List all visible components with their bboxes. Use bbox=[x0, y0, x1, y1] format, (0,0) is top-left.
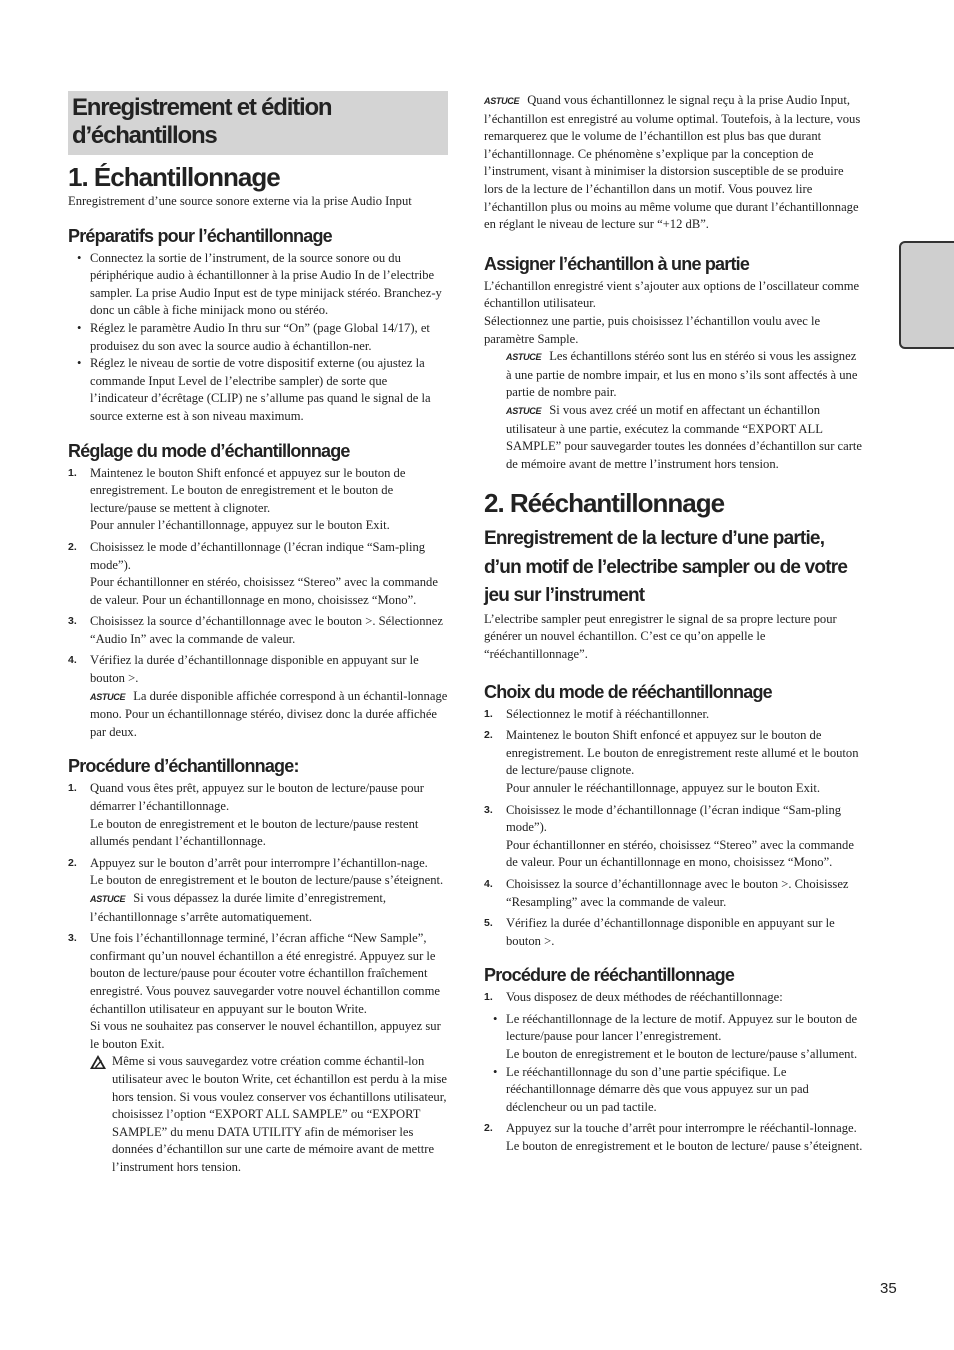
list-item: • Le rééchantillonnage du son d’une partie spécifique. Le rééchantillonnage démarre dès que vous appuyez sur un pad déclencheur ou un pad tactile. bbox=[484, 1064, 864, 1117]
side-tab bbox=[899, 241, 954, 349]
list-item bbox=[68, 613, 448, 648]
section-1-title: 1. Échantillonnage bbox=[68, 162, 280, 192]
step-extra: Pour échantillonner en stéréo, choisissez “Stereo” avec la commande de valeur. Pour un échantillonnage en mono, choisissez “Mono”. bbox=[90, 575, 438, 607]
step-text: Appuyez sur la touche d’arrêt pour interrompre le rééchantil-lonnage. Le bouton de enregistrement et le bouton de lecture/ pause s’éteignent. bbox=[506, 1121, 863, 1154]
step-text: Vérifiez la durée d’échantillonnage disponible en appuyant sur le bouton >. bbox=[506, 916, 835, 948]
astuce-label: ASTUCE bbox=[90, 894, 126, 904]
list-item bbox=[484, 1120, 864, 1155]
astuce-label: ASTUCE bbox=[90, 691, 126, 702]
prep-list bbox=[68, 250, 448, 426]
resample-procedure-steps-2 bbox=[484, 1120, 864, 1155]
step-extra: Pour échantillonner en stéréo, choisissez “Stereo” avec la commande de valeur. Pour un échantillonnage en mono, choisissez “Mono”. bbox=[506, 837, 854, 870]
list-item bbox=[484, 989, 864, 1007]
step-number: 1. bbox=[484, 707, 493, 720]
list-item bbox=[484, 876, 864, 911]
assign-heading: Assigner l’échantillon à une partie bbox=[484, 253, 750, 274]
mode-section bbox=[68, 437, 448, 742]
section-banner: Enregistrement et édition d’échantillons bbox=[68, 91, 448, 155]
list-item: • Connectez la sortie de l’instrument, de la source sonore ou du périphérique audio à échantillonner à la prise Audio In de l’electribe sampler. La prise Audio Input est de type minijack stéréo. Branchez-y donc un câble à fiche minijack mono ou stéréo. bbox=[68, 250, 448, 320]
warning-note bbox=[90, 1053, 448, 1176]
step-text: Choisissez la source d’échantillonnage avec le bouton >. Sélectionnez “Audio In” avec la commande de valeur. bbox=[90, 614, 443, 646]
procedure-section bbox=[68, 752, 448, 1176]
resample-procedure-steps bbox=[484, 989, 864, 1007]
list-item bbox=[68, 539, 448, 609]
resample-procedure-heading: Procédure de rééchantillonnage bbox=[484, 965, 735, 986]
list-item: • Réglez le niveau de sortie de votre dispositif externe (ou ajustez la commande Input Level de l’electribe sampler) de sorte que l’indicateur d’écrêtage (CLIP) ne s’allume pas quand le signal de la source externe est à son niveau maximum. bbox=[68, 355, 448, 425]
step-number: 5. bbox=[484, 917, 493, 930]
list-item bbox=[68, 652, 448, 741]
section-2-title: 2. Rééchantillonnage bbox=[484, 488, 725, 519]
astuce-text: Si vous avez créé un motif en affectant un échantillon utilisateur à une partie, exécutez la commande “EXPORT ALL SAMPLE” pour sauvegarder toutes les données d’échantillon sur carte de mémoire avant de mettre l’instrument hors tension. bbox=[506, 402, 863, 471]
astuce-note bbox=[90, 688, 448, 742]
step-number: 1. bbox=[68, 782, 77, 795]
list-item bbox=[484, 1011, 864, 1064]
step-number: 2. bbox=[68, 540, 77, 553]
warning-text: Même si vous sauvegardez votre création comme échantil-lon utilisateur avec le bouton Write, cet échantillon est perdu à la mise hors tension. Si vous voulez conserver vos échantillons utilisateur, choisissez l’option “EXPORT ALL SAMPLE” ou “EXPORT SAMPLE” du menu DATA UTILITY afin de mémoriser les données d’échantillon sur une carte de mémoire avant de mettre l’instrument hors tension. bbox=[112, 1054, 447, 1174]
step-text: Vérifiez la durée d’échantillonnage disponible en appuyant sur le bouton >. bbox=[90, 653, 419, 686]
left-column bbox=[68, 88, 448, 1181]
warning-icon bbox=[90, 1055, 106, 1069]
procedure-steps bbox=[68, 780, 448, 1176]
step-extra: Le bouton de enregistrement et le bouton de lecture/pause s’éteignent. bbox=[90, 873, 444, 888]
astuce-text: Si vous dépassez la durée limite d’enregistrement, l’échantillonnage s’arrête automatiquement. bbox=[90, 891, 387, 924]
step-extra: Pour annuler le rééchantillonnage, appuyez sur le bouton Exit. bbox=[506, 780, 821, 795]
astuce-label: ASTUCE bbox=[484, 96, 520, 106]
step-number: 3. bbox=[68, 615, 77, 628]
assign-p2: Sélectionnez une partie, puis choisissez l’échantillon voulu avec le paramètre Sample. bbox=[484, 313, 821, 346]
astuce-label: ASTUCE bbox=[506, 405, 542, 416]
step-text: Sélectionnez le motif à rééchantillonner. bbox=[506, 706, 710, 721]
assign-section bbox=[484, 250, 864, 474]
astuce-label: ASTUCE bbox=[506, 352, 542, 363]
prep-heading: Préparatifs pour l’échantillonnage bbox=[68, 225, 332, 246]
procedure-heading: Procédure d’échantillonnage: bbox=[68, 756, 299, 777]
right-column bbox=[484, 88, 864, 1160]
astuce-note bbox=[484, 402, 864, 473]
method-text: Le rééchantillonnage de la lecture de motif. Appuyez sur le bouton de lecture/pause pour lancer l’enregistrement. bbox=[506, 1011, 858, 1044]
step-number: 2. bbox=[484, 729, 493, 742]
step-text: Choisissez le mode d’échantillonnage (l’écran indique “Sam-pling mode”). bbox=[90, 539, 426, 572]
step-text: Maintenez le bouton Shift enfoncé et appuyez sur le bouton de enregistrement. Le bouton de enregistrement et le bouton de lecture/pause se mettent à clignoter. bbox=[90, 465, 406, 515]
step-number: 4. bbox=[484, 877, 493, 890]
list-item bbox=[484, 706, 864, 724]
step-extra: Pour annuler l’échantillonnage, appuyez sur le bouton Exit. bbox=[90, 518, 390, 533]
resample-mode-heading: Choix du mode de rééchantillonnage bbox=[484, 681, 772, 702]
method-extra: Le bouton de enregistrement et le bouton de lecture/pause s’allument. bbox=[506, 1047, 858, 1062]
list-item: • Réglez le paramètre Audio In thru sur “On” (page Global 14/17), et produisez du son avec la source audio à échantillon-ner. bbox=[68, 320, 448, 355]
list-item bbox=[68, 780, 448, 850]
astuce-text: La durée disponible affichée correspond à un échantil-lonnage mono. Pour un échantillonnage stéréo, divisez donc la durée affichée par deux. bbox=[90, 688, 448, 739]
step-number: 1. bbox=[68, 466, 77, 479]
resample-mode-steps bbox=[484, 706, 864, 951]
step-text: Maintenez le bouton Shift enfoncé et appuyez sur le bouton de enregistrement. Le bouton de enregistrement reste allumé et le bouton de lecture/pause clignote. bbox=[506, 728, 859, 778]
step-extra: Le bouton de enregistrement et le bouton de lecture/pause restent allumés pendant l’échantillonnage. bbox=[90, 816, 419, 849]
list-item bbox=[484, 915, 864, 950]
section-2-subtitle: Enregistrement de la lecture d’une partie, d’un motif de l’electribe sampler ou de votre jeu sur l’instrument bbox=[484, 528, 848, 607]
step-text: Choisissez la source d’échantillonnage avec le bouton >. Choisissez “Resampling” avec la commande de valeur. bbox=[506, 876, 849, 909]
list-item bbox=[68, 930, 448, 1176]
step-text: Une fois l’échantillonnage terminé, l’écran affiche “New Sample”, confirmant qu’un nouvel échantillon a été enregistré. Appuyez sur le bouton de lecture/pause pour écouter votre échantillon fraîchement enregistré. Vous pouvez sauvegarder votre nouvel échantillon comme échantillon utilisateur en appuyant sur le bouton Write. bbox=[90, 931, 440, 1016]
section-2 bbox=[484, 487, 864, 663]
step-text: Quand vous êtes prêt, appuyez sur le bouton de lecture/pause pour démarrer l’échantillonnage. bbox=[90, 781, 424, 814]
page-number: 35 bbox=[880, 1280, 897, 1297]
assign-p1: L’échantillon enregistré vient s’ajouter aux options de l’oscillateur comme échantillon utilisateur. bbox=[484, 278, 860, 311]
astuce-note bbox=[90, 890, 448, 926]
mode-steps bbox=[68, 465, 448, 742]
astuce-text: Quand vous échantillonnez le signal reçu à la prise Audio Input, l’échantillon est enregistré au volume optimal. Toutefois, à la lecture, vous remarquerez que le volume de l’échantillon est plus bas que durant l’échantillonnage. Ce phénomène s’explique par la conception de l’instrument, visant à minimiser la distorsion susceptible de se produire lors de la lecture de l’échantillon dans un motif. Vous pouvez lire l’échantillon plus ou moins au même volume que durant l’échantillonnage en réglant le niveau de lecture sur “+12 dB”. bbox=[484, 93, 861, 232]
step-number: 4. bbox=[68, 654, 77, 667]
resample-mode-section bbox=[484, 678, 864, 951]
step-number: 3. bbox=[68, 932, 77, 945]
astuce-note bbox=[484, 348, 864, 402]
section-1-intro: Enregistrement d’une source sonore externe via la prise Audio Input bbox=[68, 194, 412, 208]
resample-methods bbox=[484, 1011, 864, 1117]
step-number: 2. bbox=[68, 856, 77, 869]
section-2-intro: L’electribe sampler peut enregistrer le signal de sa propre lecture pour générer un nouvel échantillon. C’est ce qu’on appelle le “rééchantillonnage”. bbox=[484, 611, 837, 661]
prep-section bbox=[68, 222, 448, 426]
list-item bbox=[68, 855, 448, 926]
step-number: 3. bbox=[484, 803, 493, 816]
list-item bbox=[484, 727, 864, 797]
step-extra: Si vous ne souhaitez pas conserver le nouvel échantillon, appuyez sur le bouton Exit. bbox=[90, 1019, 441, 1051]
step-text: Choisissez le mode d’échantillonnage (l’écran indique “Sam-pling mode”). bbox=[506, 802, 842, 835]
list-item bbox=[68, 465, 448, 535]
astuce-text: Les échantillons stéréo sont lus en stéréo si vous les assignez à une partie de nombre impair, et lus en mono s’ils sont affectés à une partie de nombre pair. bbox=[506, 349, 858, 400]
mode-heading: Réglage du mode d’échantillonnage bbox=[68, 440, 350, 461]
step-text: Appuyez sur le bouton d’arrêt pour interrompre l’échantillon-nage. bbox=[90, 855, 428, 870]
step-text: Vous disposez de deux méthodes de rééchantillonnage: bbox=[506, 990, 783, 1005]
step-number: 1. bbox=[484, 991, 493, 1004]
astuce-note bbox=[484, 92, 864, 234]
step-number: 2. bbox=[484, 1122, 493, 1135]
list-item bbox=[484, 802, 864, 872]
resample-procedure-section bbox=[484, 961, 864, 1155]
